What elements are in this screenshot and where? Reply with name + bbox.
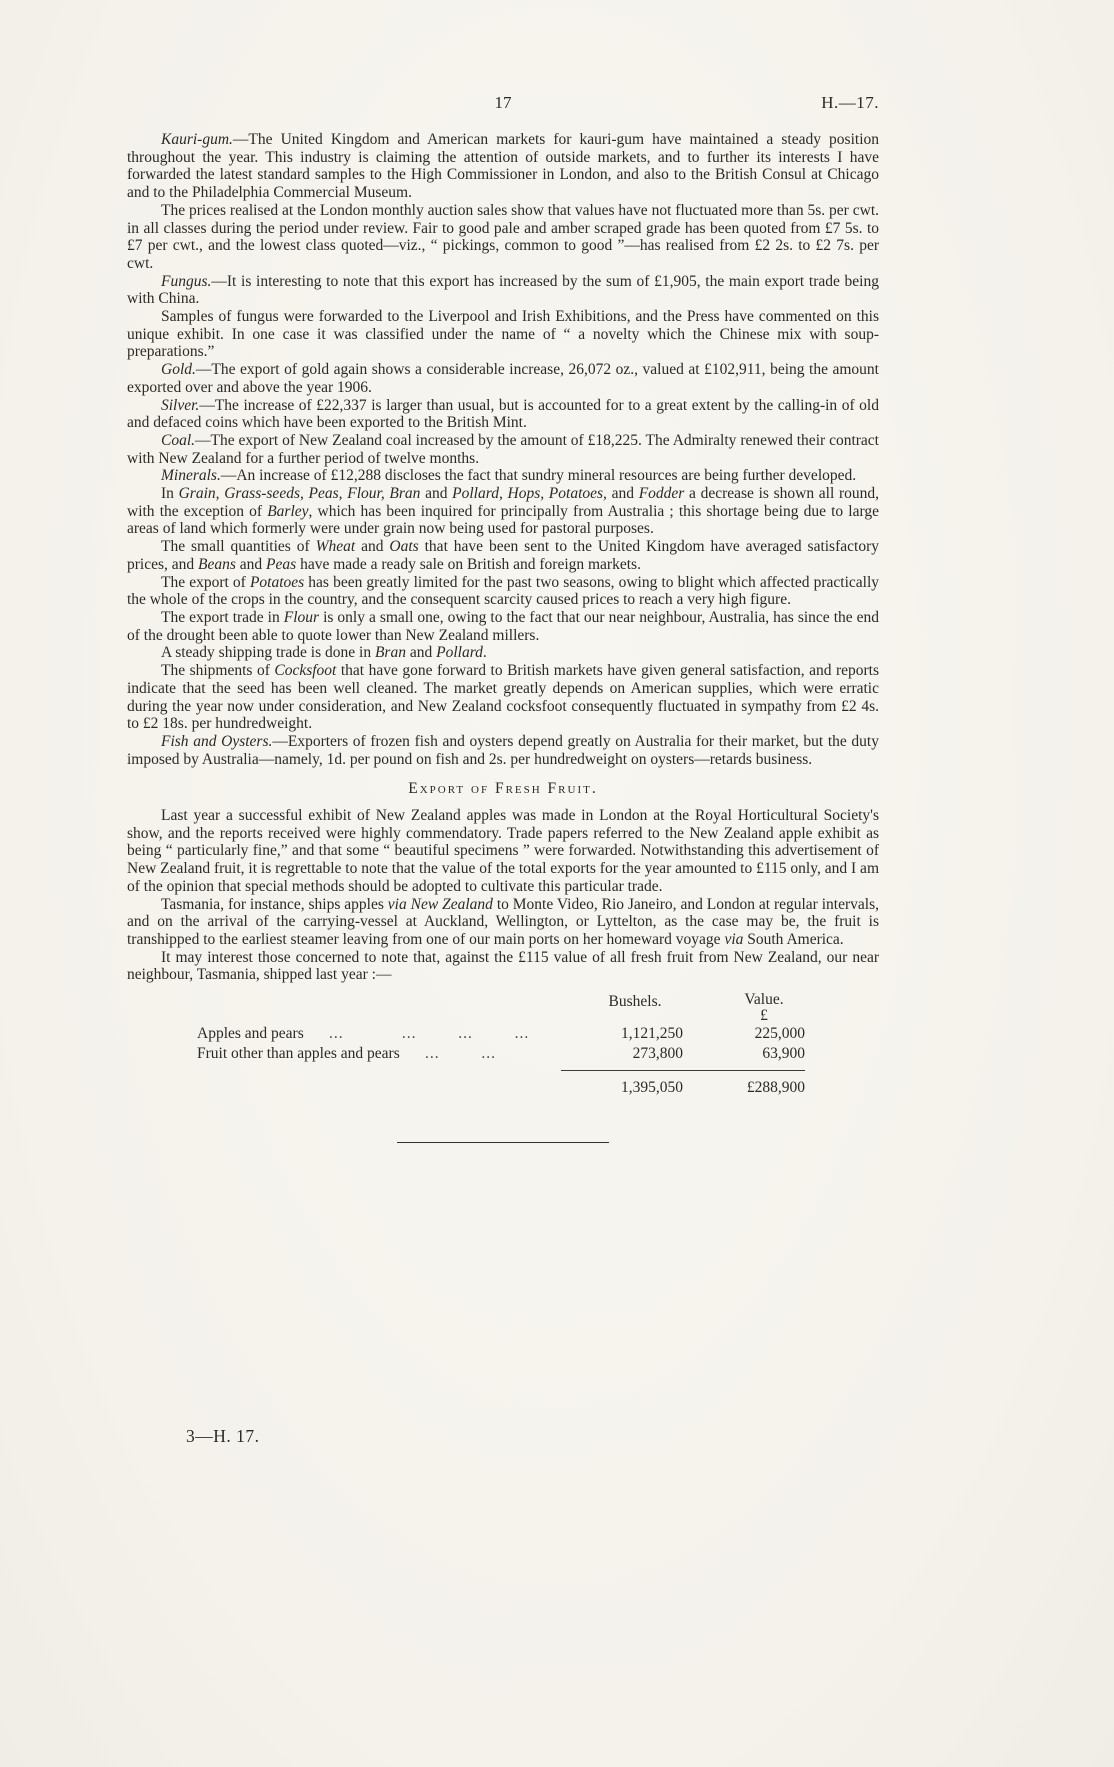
page-number: 17 [494,93,512,112]
italic-text-run: Gold. [161,361,196,379]
row-values [561,1024,805,1044]
paragraph [127,467,879,485]
text-run: —The increase of £22,337 is larger than usual, but is accounted for to a great extent by the calling-in of old and defaced coins which have been exported to the British Mint. [127,396,879,432]
paragraph [127,131,879,202]
italic-text-run: Fish and Oysters. [161,732,273,750]
paragraph [127,609,879,644]
paragraph [127,949,879,984]
paragraph [127,202,879,273]
text-run: to Monte Video, Rio Janeiro, and London at regular intervals, and on the arrival of the carrying-vessel at Auckland, Wellington, or Lyttelton, as the case may be, the fruit is transhipped to the earliest steamer leaving from one of our main ports on her homeward voyage [127,895,879,948]
paragraph [127,538,879,573]
italic-text-run: Peas [266,555,297,573]
total-bushels: 1,395,050 [621,1079,683,1097]
italic-text-run: via New Zealand [387,895,493,913]
table-row [197,1044,805,1064]
paragraph [127,807,879,896]
text-run: have made a ready sale on British and foreign markets. [296,555,641,573]
text-run: The export trade in [161,608,284,626]
fruit-section-paragraphs [127,807,879,984]
paragraph [127,485,879,538]
text-run: that have been sent to the United Kingdom have averaged satisfactory prices, and [127,538,879,573]
text-run: In [161,485,179,503]
document-reference: H.—17. [821,93,879,112]
value-amount: 63,900 [762,1045,805,1063]
text-run: Tasmania, for instance, ships apples [161,895,388,913]
italic-text-run: Grain, Grass-seeds, Peas, Flour, Bran [178,485,421,503]
paragraph [127,397,879,432]
leader-dots: ... ... [399,1045,496,1063]
text-run: The export of [161,573,250,591]
italic-text-run: Coal. [161,431,196,449]
text-run: The shipments of [161,662,275,680]
table-total-row [197,1070,805,1098]
text-run: that have gone forward to British markets have given general satisfaction, and reports indicate that the seed has been well cleaned. The market greatly depends on American supplies, which were erratic during the year now under consideration, and New Zealand cocksfoot consequently fluctuated in sympathy from £2 4s. to £2 18s. per hundredweight. [127,662,879,733]
text-run: —The export of gold again shows a considerable increase, 26,072 oz., valued at £102,911, being the amount exported over and above the year 1906. [127,361,879,396]
total-values [561,1070,805,1098]
report-paragraphs [127,131,879,768]
paragraph [127,574,879,609]
paragraph [127,273,879,308]
italic-text-run: via [724,930,744,948]
row-label-cell [197,1024,561,1044]
italic-text-run: Fodder [638,485,685,503]
section-divider [397,1142,609,1143]
footer-signature: 3—H. 17. [186,1426,260,1446]
row-label-cell [197,1044,561,1064]
text-run: It may interest those concerned to note that, against the £115 value of all fresh fruit from New Zealand, our near neighbour, Tasmania, shipped last year :— [127,948,879,984]
section-heading: Export of Fresh Fruit. [408,780,598,798]
text-run: A steady shipping trade is done in [161,644,375,662]
text-run: —Exporters of frozen fish and oysters depend greatly on Australia for their market, but the duty imposed by Australia—namely, 1d. per pound on fish and 2s. per hundredweight on oysters—retards business. [127,732,879,768]
bushels-value: 273,800 [632,1045,683,1063]
currency-symbol: £ [760,1007,768,1025]
leader-dots: ... ... ... ... [303,1025,530,1043]
fruit-export-table [197,992,805,1098]
text-run: . [482,644,487,662]
text-run: a decrease is shown all round, with the exception of [127,485,880,520]
paragraph [127,644,879,662]
text-run: —The United Kingdom and American markets for kauri-gum have maintained a steady position throughout the year. This industry is claiming the attention of outside markets, and to further its interests I have forwarded the latest standard samples to the High Commissioner in London, and also to the British Consul at Chicago and to the Philadelphia Commercial Museum. [127,131,879,202]
text-run: , which has been inquired for principally from Australia ; this shortage being due to large areas of land which formerly were under grain now being used for pastoral purposes. [127,502,879,538]
italic-text-run: Oats [389,538,419,556]
value-header-label: Value. [744,991,784,1009]
text-run: and [405,644,437,662]
text-run: The prices realised at the London monthly auction sales show that values have not fluctuated more than 5s. per cwt. in all classes during the period under review. Fair to good pale and amber scraped grade has been quoted from £7 5s. to £7 per cwt., and the lowest class quoted—viz., “ pickings, common to good ”—has realised from £2 2s. to £2 7s. per cwt. [127,201,879,272]
text-run: —The export of New Zealand coal increased by the amount of £18,225. The Admiralty renewed their contract with New Zealand for a further period of twelve months. [127,431,879,467]
total-value: £288,900 [746,1079,805,1097]
column-header-bushels: Bushels. [608,993,662,1011]
text-run: Last year a successful exhibit of New Zealand apples was made in London at the Royal Horticultural Society's show, and the reports received were highly commendatory. Trade papers referred to the New Zealand apple exhibit as being “ particularly fine,” and that some “ beautiful specimens ” were forwarded. Notwithstanding this advertisement of New Zealand fruit, it is regrettable to note that the value of the total exports for the year amounted to £115 only, and I am of the opinion that special methods should be adopted to cultivate this particular trade. [127,807,879,895]
italic-text-run: Fungus. [161,272,212,290]
text-run: and [606,485,639,503]
row-label: Apples and pears [197,1025,304,1043]
text-run: The small quantities of [161,538,316,556]
paragraph [127,432,879,467]
italic-text-run: Minerals. [161,467,221,485]
text-run: and [420,485,453,503]
column-header-value [683,992,805,1024]
italic-text-run: Bran [374,644,406,662]
row-label: Fruit other than apples and pears [197,1045,400,1063]
paragraph [127,662,879,733]
table-header-row [197,992,805,1024]
document-content [127,131,879,1143]
italic-text-run: Beans [198,555,236,573]
paragraph [127,308,879,361]
paragraph [127,896,879,949]
paragraph [127,361,879,396]
text-run: Samples of fungus were forwarded to the Liverpool and Irish Exhibitions, and the Press have commented on this unique exhibit. In one case it was classified under the name of “ a novelty which the Chinese mix with soup-preparations.” [127,308,879,361]
text-run: South America. [743,930,844,948]
paragraph [127,733,879,768]
italic-text-run: Kauri-gum. [161,131,233,148]
italic-text-run: Potatoes [249,573,305,591]
italic-text-run: Wheat [315,538,356,556]
text-run: —An increase of £12,288 discloses the fact that sundry mineral resources are being further developed. [220,467,857,485]
italic-text-run: Silver. [161,396,200,414]
italic-text-run: Pollard [436,644,483,662]
text-run: —It is interesting to note that this export has increased by the sum of £1,905, the main export trade being with China. [127,272,879,308]
italic-text-run: Flour [283,608,320,626]
row-values [561,1044,805,1064]
text-run: has been greatly limited for the past two seasons, owing to blight which affected practically the whole of the crops in the country, and the consequent scarcity caused prices to reach a very high figure. [127,573,880,609]
italic-text-run: Barley [267,502,309,520]
italic-text-run: Cocksfoot [274,662,337,680]
table-row [197,1024,805,1044]
bushels-value: 1,121,250 [621,1025,683,1043]
italic-text-run: Pollard, Hops, Potatoes, [452,485,607,503]
text-run: is only a small one, owing to the fact that our near neighbour, Australia, has since the end of the drought been able to quote lower than New Zealand millers. [127,608,880,644]
table-header-columns [561,992,805,1024]
page-header [127,93,879,115]
text-run: and [355,538,390,556]
value-amount: 225,000 [754,1025,805,1043]
text-run: and [235,555,267,573]
